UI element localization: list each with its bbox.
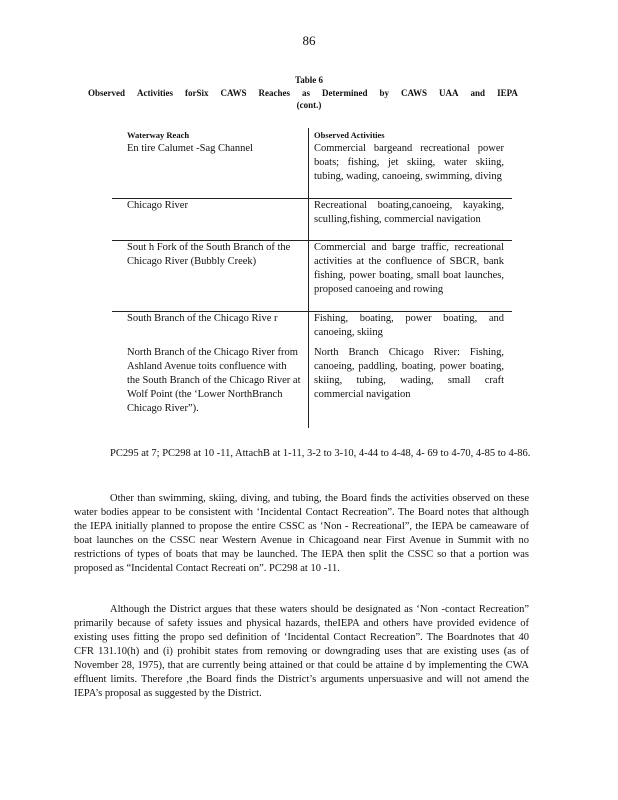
paragraph-text: Although the District argues that these waters should be designated as ‘Non -contact Recreation” primarily because of safety issues and physical hazards, theIEPA and others have provided evidence of existing uses fitting the propo sed definition of ‘Incidental Contact Recreation”. The Boardnotes that 40 CFR 131.10(h) and (i) prohibit states from removing or downgrading uses that are existing uses (as of November 28, 1975), that are currently being attained or that could be attaine d by implementing the CWA effluent limits. Therefore ,the Board finds the District’s arguments unpersuasive and will not amend the IEPA’s proposal as suggested by the District.	[74, 604, 529, 699]
caption-word: Observed	[88, 88, 125, 98]
activities-cell: North Branch Chicago River: Fishing, canoeing, paddling, boating, power boating, skiing, tubing, wading, small craft commercial navigation	[314, 347, 504, 400]
caption-word: as	[302, 88, 311, 98]
body-paragraph	[74, 492, 529, 576]
caption-word: forSix	[185, 88, 209, 98]
activities-cell: Recreational boating,canoeing, kayaking, sculling,fishing, commercial navigation	[314, 200, 504, 225]
reach-cell: North Branch of the Chicago River from Ashland Avenue toits confluence with the South Branch of the Chicago River at Wolf Point (the ‘Lower NorthBranch Chicago River”).	[127, 347, 301, 414]
activities-cell: Commercial bargeand recreational power boats; fishing, jet skiing, water skiing, tubing, wading, canoeing, swimming, diving	[314, 143, 504, 182]
caption-word: CAWS	[220, 88, 247, 98]
caption-word: Determined	[322, 88, 368, 98]
caption-word: IEPA	[497, 88, 518, 98]
column-divider	[308, 128, 309, 428]
table-caption-title: Table 6	[295, 75, 323, 85]
caption-word: Reaches	[258, 88, 291, 98]
reach-cell: South Branch of the Chicago Rive r	[127, 313, 278, 324]
reach-cell: Sout h Fork of the South Branch of the Chicago River (Bubbly Creek)	[127, 242, 291, 267]
body-paragraph	[74, 603, 529, 701]
paragraph-text: Other than swimming, skiing, diving, and tubing, the Board finds the activities observed on these water bodies appear to be consistent with ‘Incidental Contact Recreation”. The Board notes that although the IEPA initially planned to propose the entire CSSC as ‘Non - Recreational”, the IEPA be cameaware of boat launches on the CSSC near Western Avenue in Chicagoand near First Avenue in Summit with no restrictions of types of boats that may be launched. The IEPA then split the CSSC so that a portion was proposed as “Incidental Contact Recreati on”. PC298 at 10 -11.	[74, 493, 529, 574]
table-caption-continued: (cont.)	[296, 100, 322, 110]
table-caption-description	[88, 88, 518, 98]
caption-word: UAA	[439, 88, 459, 98]
citation-line: PC295 at 7; PC298 at 10 -11, AttachB at 1-11, 3-2 to 3-10, 4-44 to 4-48, 4- 69 to 4-70, 4-85 to 4-86.	[110, 448, 531, 459]
caption-word: and	[470, 88, 486, 98]
activities-cell: Fishing, boating, power boating, and canoeing, skiing	[314, 313, 504, 338]
header-waterway-reach: Waterway Reach	[127, 130, 190, 140]
activities-cell: Commercial and barge traffic, recreational activities at the confluence of SBCR, bank fishing, power boating, small boat launches, proposed canoeing and rowing	[314, 242, 504, 295]
reach-cell: En tire Calumet -Sag Channel	[127, 143, 253, 154]
caption-word: by	[379, 88, 390, 98]
caption-word: CAWS	[401, 88, 428, 98]
caption-word: Activities	[137, 88, 173, 98]
reach-cell: Chicago River	[127, 200, 188, 211]
header-observed-activities: Observed Activities	[314, 130, 385, 140]
page-number: 86	[302, 33, 316, 48]
